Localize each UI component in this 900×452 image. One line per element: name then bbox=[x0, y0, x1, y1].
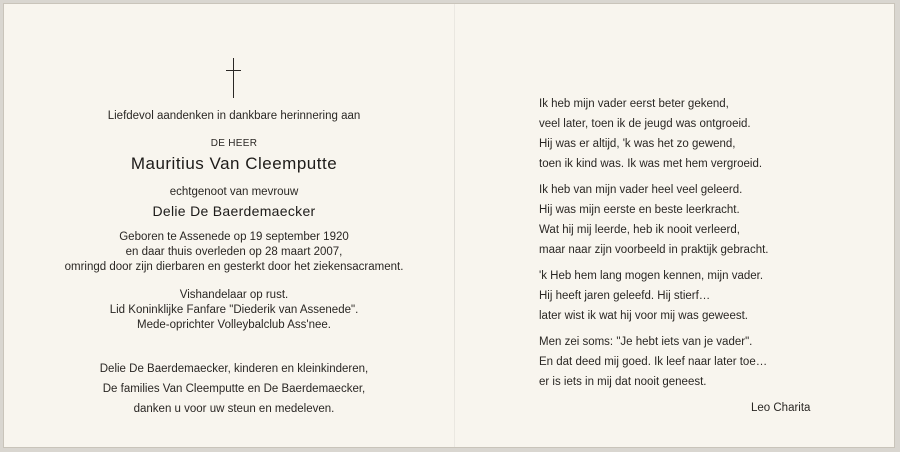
life-line: omringd door zijn dierbaren en gesterkt door het ziekensacrament. bbox=[64, 261, 404, 273]
poem-line: Ik heb van mijn vader heel veel geleerd. bbox=[539, 184, 743, 196]
memorial-card bbox=[3, 3, 895, 448]
poem-line: En dat deed mij goed. Ik leef naar later toe… bbox=[539, 356, 768, 368]
thanks-line: De families Van Cleemputte en De Baerdemaecker, bbox=[102, 383, 366, 395]
life-line: en daar thuis overleden op 28 maart 2007, bbox=[125, 246, 343, 258]
intro-text: Liefdevol aandenken in dankbare herinnering aan bbox=[107, 110, 361, 122]
poem-line: Hij was er altijd, 'k was het zo gewend, bbox=[539, 138, 736, 150]
role-line: Vishandelaar op rust. bbox=[179, 289, 289, 301]
deceased-title: DE HEER bbox=[210, 138, 258, 149]
poem-author: Leo Charita bbox=[751, 402, 811, 414]
life-line: Geboren te Assenede op 19 september 1920 bbox=[119, 231, 349, 243]
poem-line: Hij heeft jaren geleefd. Hij stierf… bbox=[539, 290, 711, 302]
poem-line: 'k Heb hem lang mogen kennen, mijn vader. bbox=[539, 270, 764, 282]
thanks-line: danken u voor uw steun en medeleven. bbox=[133, 403, 335, 415]
role-line: Mede-oprichter Volleybalclub Ass'nee. bbox=[137, 319, 331, 331]
poem-line: Hij was mijn eerste en beste leerkracht. bbox=[539, 204, 740, 216]
poem-line: Ik heb mijn vader eerst beter gekend, bbox=[539, 98, 729, 110]
poem-line: Wat hij mij leerde, heb ik nooit verleerd, bbox=[539, 224, 740, 236]
poem-line: veel later, toen ik de jeugd was ontgroeid. bbox=[539, 118, 751, 130]
spouse-name: Delie De Baerdemaecker bbox=[152, 203, 316, 219]
card-fold bbox=[454, 4, 455, 447]
spouse-intro: echtgenoot van mevrouw bbox=[169, 186, 299, 198]
role-line: Lid Koninklijke Fanfare "Diederik van Assenede". bbox=[109, 304, 359, 316]
poem-line: Men zei soms: "Je hebt iets van je vader". bbox=[539, 336, 753, 348]
thanks-line: Delie De Baerdemaecker, kinderen en kleinkinderen, bbox=[99, 363, 369, 375]
poem-line: er is iets in mij dat nooit geneest. bbox=[539, 376, 707, 388]
poem-line: later wist ik wat hij voor mij was geweest. bbox=[539, 310, 748, 322]
cross-icon bbox=[224, 58, 244, 98]
poem-line: maar naar zijn voorbeeld in praktijk gebracht. bbox=[539, 244, 769, 256]
deceased-name: Mauritius Van Cleemputte bbox=[130, 154, 338, 173]
poem-line: toen ik kind was. Ik was met hem vergroeid. bbox=[539, 158, 763, 170]
